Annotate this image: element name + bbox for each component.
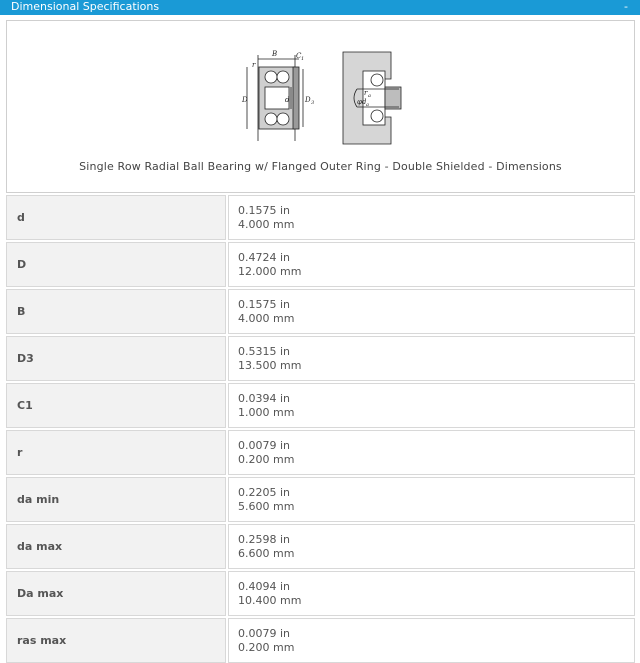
spec-row-da-min xyxy=(6,477,635,522)
spec-label: d xyxy=(6,195,226,240)
spec-label: r xyxy=(6,430,226,475)
value-inch: 0.1575 in xyxy=(238,297,291,311)
label-d: d xyxy=(285,96,290,104)
spec-label: ras max xyxy=(6,618,226,663)
value-inch: 0.2205 in xyxy=(238,485,291,499)
value-mm: 1.000 mm xyxy=(238,405,295,419)
diagram-caption: Single Row Radial Ball Bearing w/ Flanged Outer Ring - Double Shielded - Dimensions xyxy=(79,160,562,173)
value-mm: 6.600 mm xyxy=(238,546,295,560)
spec-row-Da-max xyxy=(6,571,635,616)
value-mm: 5.600 mm xyxy=(238,499,295,513)
label-da-sub: a xyxy=(366,102,369,108)
value-inch: 0.0394 in xyxy=(238,391,291,405)
value-mm: 12.000 mm xyxy=(238,264,302,278)
spec-value xyxy=(228,571,635,616)
spec-label: D xyxy=(6,242,226,287)
spec-row-C1 xyxy=(6,383,635,428)
value-inch: 0.4094 in xyxy=(238,579,291,593)
label-C1-sub: 1 xyxy=(301,56,305,62)
label-D3: D xyxy=(305,96,311,104)
spec-value xyxy=(228,336,635,381)
spec-value xyxy=(228,289,635,334)
spec-row-d xyxy=(6,195,635,240)
value-mm: 10.400 mm xyxy=(238,593,302,607)
value-mm: 4.000 mm xyxy=(238,311,295,325)
value-mm: 0.200 mm xyxy=(238,452,295,466)
label-r: r xyxy=(252,61,256,69)
spec-value xyxy=(228,477,635,522)
spec-value xyxy=(228,524,635,569)
label-B: B xyxy=(272,50,278,58)
panel-title: Dimensional Specifications xyxy=(11,0,160,13)
value-inch: 0.2598 in xyxy=(238,532,291,546)
label-D3-sub: 3 xyxy=(311,100,315,106)
value-inch: 0.0079 in xyxy=(238,438,291,452)
value-inch: 0.5315 in xyxy=(238,344,291,358)
spec-value xyxy=(228,242,635,287)
label-da: φd xyxy=(357,98,367,106)
mounting-section-right xyxy=(343,52,401,144)
spec-label: Da max xyxy=(6,571,226,616)
spec-label: D3 xyxy=(6,336,226,381)
spec-row-ras-max xyxy=(6,618,635,663)
value-mm: 0.200 mm xyxy=(238,640,295,654)
spec-row-r xyxy=(6,430,635,475)
spec-value xyxy=(228,618,635,663)
label-ras: r xyxy=(364,89,368,97)
spec-value xyxy=(228,195,635,240)
value-inch: 0.4724 in xyxy=(238,250,291,264)
spec-label: C1 xyxy=(6,383,226,428)
label-D: D xyxy=(242,96,248,104)
spec-row-da-max xyxy=(6,524,635,569)
spec-label: da max xyxy=(6,524,226,569)
value-inch: 0.0079 in xyxy=(238,626,291,640)
bearing-section-left xyxy=(247,55,303,141)
spec-row-D3 xyxy=(6,336,635,381)
spec-label: da min xyxy=(6,477,226,522)
panel-header xyxy=(0,0,640,15)
label-C1: C xyxy=(296,52,302,60)
spec-label: B xyxy=(6,289,226,334)
value-inch: 0.1575 in xyxy=(238,203,291,217)
value-mm: 13.500 mm xyxy=(238,358,302,372)
bearing-diagram-panel xyxy=(6,20,635,193)
spec-value xyxy=(228,383,635,428)
bearing-dimension-diagram xyxy=(239,47,419,147)
spec-row-D xyxy=(6,242,635,287)
spec-value xyxy=(228,430,635,475)
spec-row-B xyxy=(6,289,635,334)
collapse-icon[interactable]: - xyxy=(624,0,628,13)
value-mm: 4.000 mm xyxy=(238,217,295,231)
label-ras-sub: a xyxy=(368,93,371,99)
